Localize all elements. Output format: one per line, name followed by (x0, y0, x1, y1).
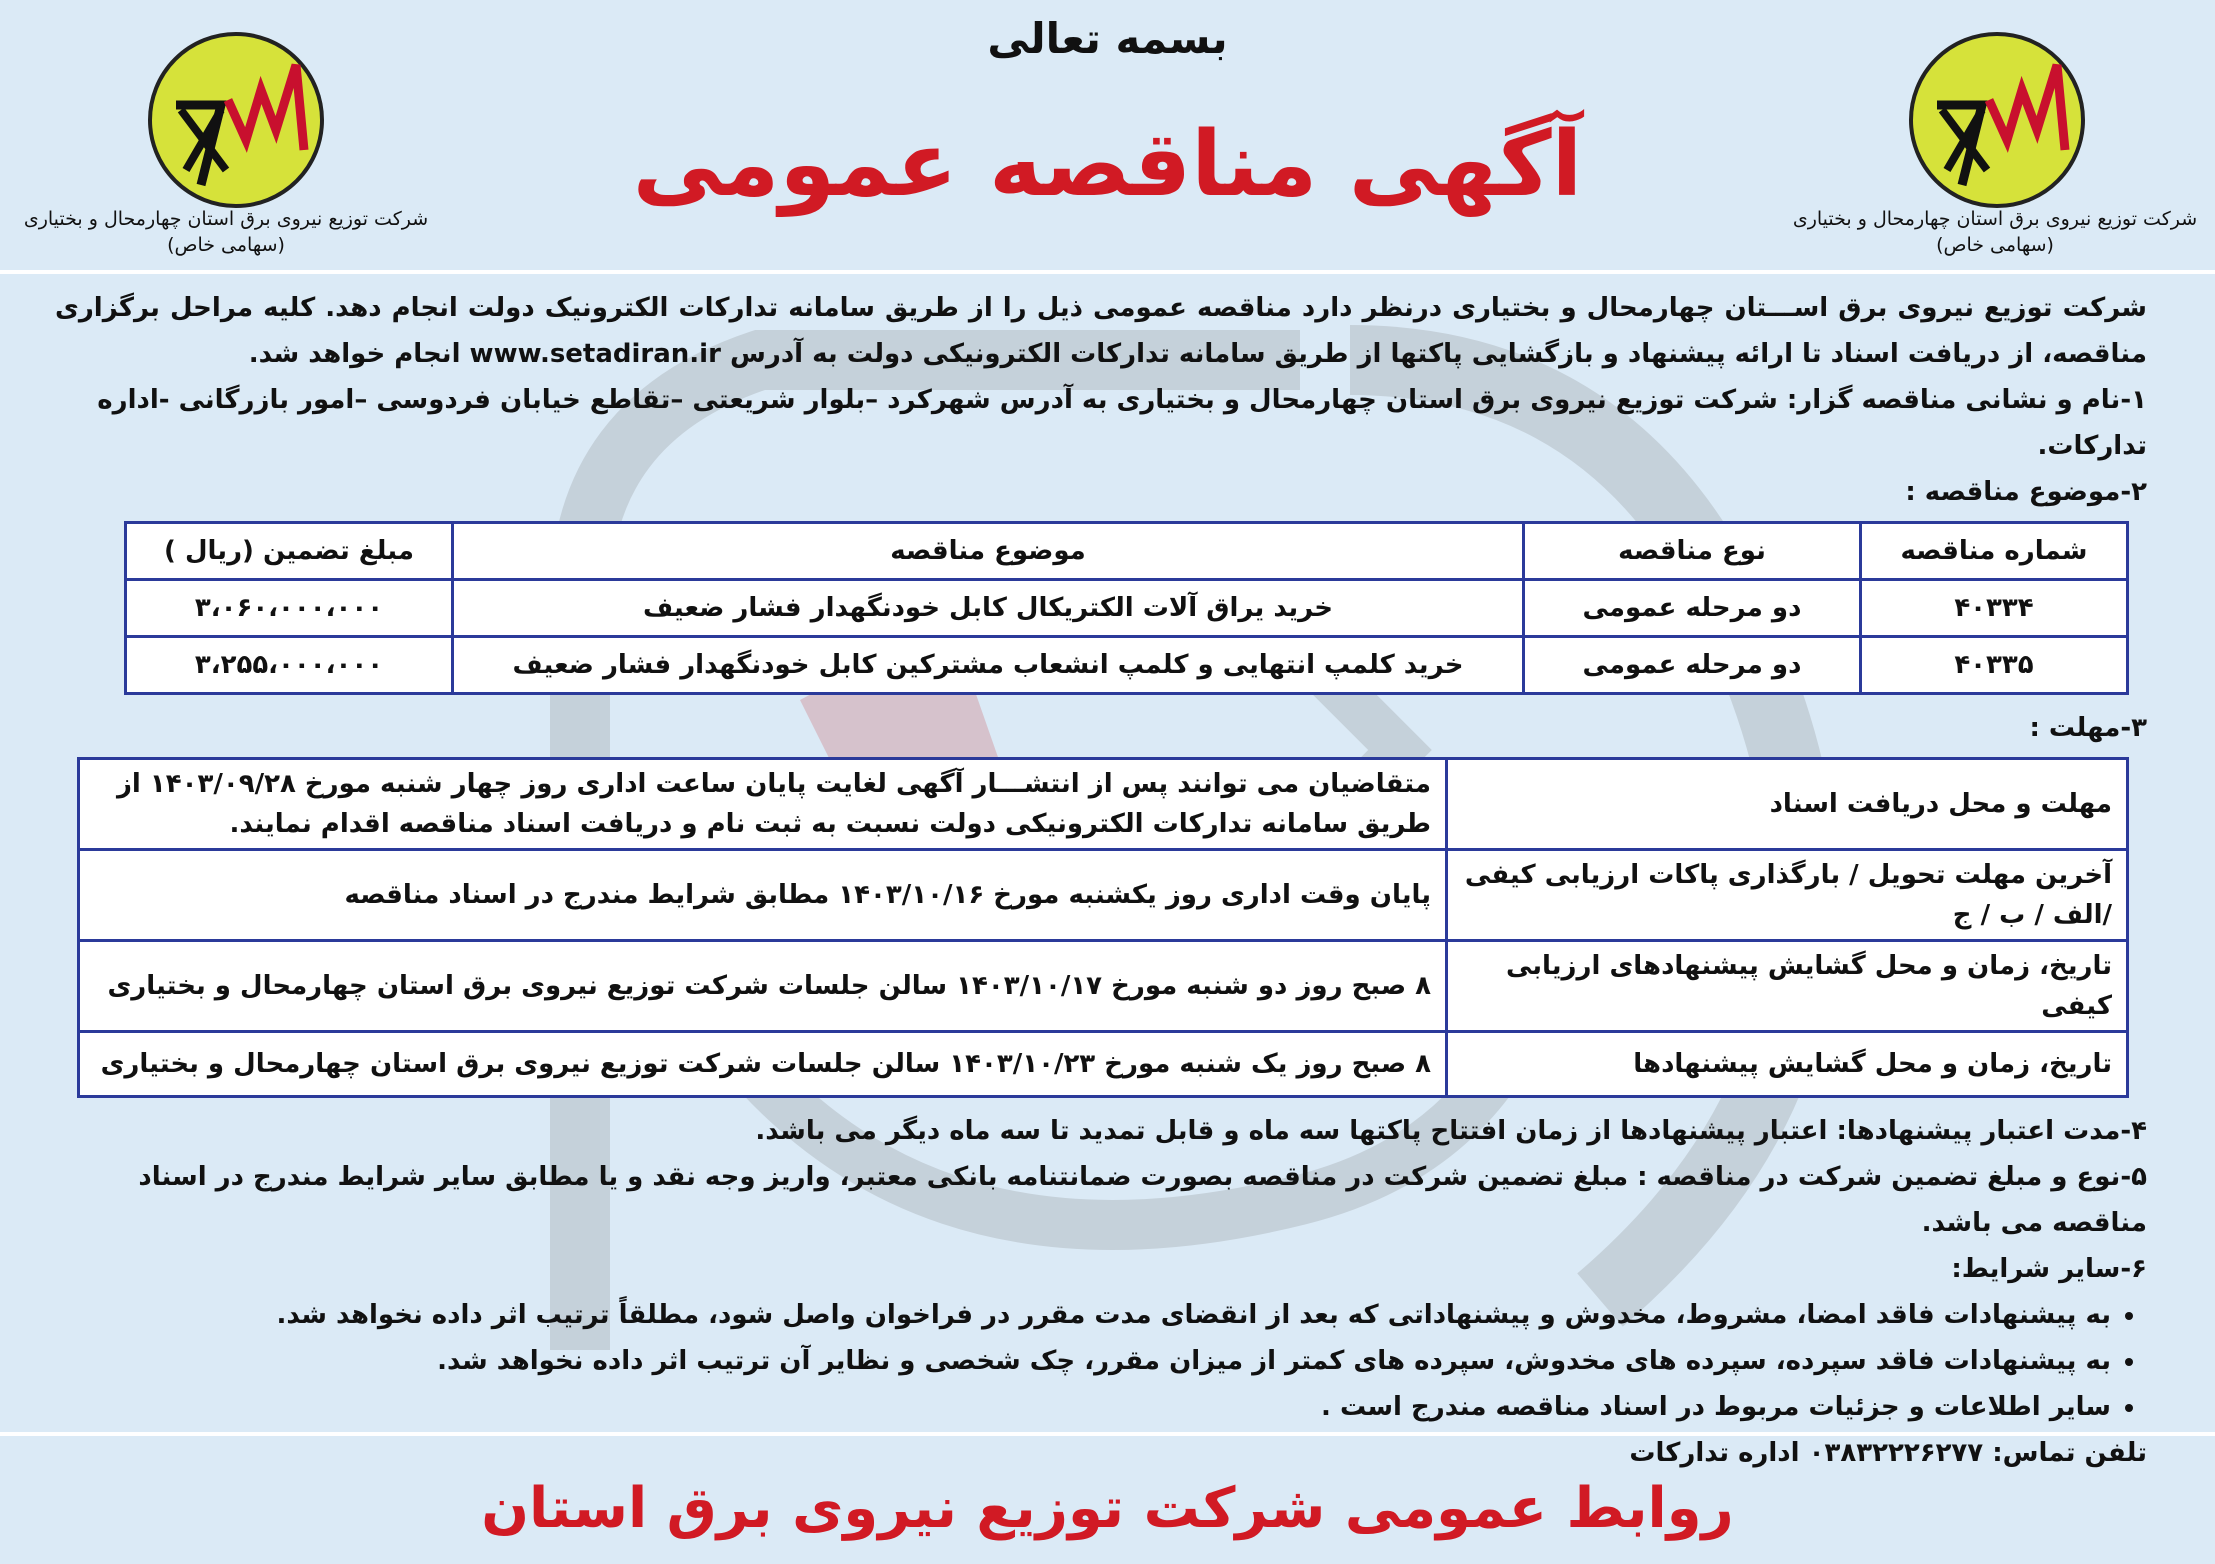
list-item: • سایر اطلاعات و جزئیات مربوط در اسناد مناقصه مندرج است . (55, 1384, 2111, 1430)
deadline-value: متقاضیان می توانند پس از انتشـــار آگهی لغایت پایان ساعت اداری روز چهار شنبه مورخ ۱۴۰۳/۰۹/۲۸ از طریق سامانه تدارکات الکترونیکی دولت نسبت به ثبت نام و دریافت اسناد مناقصه اقدام نمایند. (79, 759, 1447, 850)
list-item: • به پیشنهادات فاقد امضا، مشروط، مخدوش و پیشنهاداتی که بعد از انقضای مدت مقرر در فراخوان واصل شود، مطلقاً ترتیب اثر داده نخواهد شد. (55, 1292, 2111, 1338)
intro-text: شرکت توزیع نیروی برق اســـتان چهارمحال و بختیاری درنظر دارد مناقصه عمومی ذیل را از طریق سامانه تدارکات الکترونیک دولت انجام دهد. کلیه مراحل برگزاری مناقصه، از دریافت اسناد تا ارائه پیشنهاد و بازگشایی پاکتها از طریق سامانه تدارکات الکترونیکی دولت به آدرس (55, 293, 2147, 369)
deadline-table (77, 757, 2129, 1098)
table-row (126, 580, 2128, 637)
section-3-title: ۳-مهلت : (2029, 713, 2147, 743)
bismillah: بسمه تعالی (987, 14, 1228, 63)
top-divider (0, 270, 2215, 274)
subject-table (124, 521, 2129, 695)
col-tender-number: شماره مناقصه (1861, 523, 2128, 580)
intro-paragraph (55, 285, 2155, 377)
cell-tender-subject: خرید یراق آلات الکتریکال کابل خودنگهدار فشار ضعیف (453, 580, 1524, 637)
cell-tender-type: دو مرحله عمومی (1524, 580, 1861, 637)
section-1-tenderer: ۱-نام و نشانی مناقصه گزار: شرکت توزیع نیروی برق استان چهارمحال و بختیاری به آدرس شهرکرد –بلوار شریعتی –تقاطع خیابان فردوسی –امور بازرگانی -اداره تدارکات. (97, 385, 2147, 461)
company-type: (سهامی خاص) (167, 234, 285, 256)
list-item: • به پیشنهادات فاقد سپرده، سپرده های مخدوش، سپرده های کمتر از میزان مقرر، چک شخصی و نظایر آن ترتیب اثر داده نخواهد شد. (55, 1338, 2111, 1384)
col-guarantee-amount: مبلغ تضمین (ریال ) (126, 523, 453, 580)
cell-guarantee-amount: ۳،۲۵۵،۰۰۰،۰۰۰ (126, 637, 453, 694)
deadline-value: پایان وقت اداری روز یکشنبه مورخ ۱۴۰۳/۱۰/۱۶ مطابق شرایط مندرج در اسناد مناقصه (79, 850, 1447, 941)
deadline-label: آخرین مهلت تحویل / بارگذاری پاکات ارزیابی کیفی /الف / ب / ج (1447, 850, 2128, 941)
cell-tender-number: ۴۰۳۳۵ (1861, 637, 2128, 694)
footer-public-relations: روابط عمومی شرکت توزیع نیروی برق استان (481, 1476, 1734, 1541)
section-6-title: ۶-سایر شرایط: (1951, 1254, 2147, 1284)
deadline-label: تاریخ، زمان و محل گشایش پیشنهادها (1447, 1032, 2128, 1097)
notice-body (55, 285, 2155, 1476)
deadline-value: ۸ صبح روز دو شنبه مورخ ۱۴۰۳/۱۰/۱۷ سالن جلسات شرکت توزیع نیروی برق استان چهارمحال و بختیاری (79, 941, 1447, 1032)
section-2-title: ۲-موضوع مناقصه : (1905, 477, 2147, 507)
company-name: شرکت توزیع نیروی برق استان چهارمحال و بختیاری (1792, 208, 2198, 230)
section-5-guarantee: ۵-نوع و مبلغ تضمین شرکت در مناقصه : مبلغ تضمین شرکت در مناقصه بصورت ضمانتنامه بانکی معتبر، واریز وجه نقد و یا مطابق سایر شرایط مندرج در اسناد مناقصه می باشد. (138, 1162, 2147, 1238)
cell-tender-type: دو مرحله عمومی (1524, 637, 1861, 694)
table-row (79, 850, 2128, 941)
table-row (79, 1032, 2128, 1097)
contact-phone: تلفن تماس: ۰۳۸۳۲۲۲۶۲۷۷ اداره تدارکات (1629, 1438, 2147, 1468)
intro-text-end: انجام خواهد شد. (248, 339, 461, 369)
table-row (79, 759, 2128, 850)
table-header-row (126, 523, 2128, 580)
col-tender-type: نوع مناقصه (1524, 523, 1861, 580)
section-4-validity: ۴-مدت اعتبار پیشنهادها: اعتبار پیشنهادها از زمان افتتاح پاکتها سه ماه و قابل تمدید تا سه ماه دیگر می باشد. (755, 1116, 2147, 1146)
cell-guarantee-amount: ۳،۰۶۰،۰۰۰،۰۰۰ (126, 580, 453, 637)
cell-tender-subject: خرید کلمپ انتهایی و کلمپ انشعاب مشترکین کابل خودنگهدار فشار ضعیف (453, 637, 1524, 694)
company-name: شرکت توزیع نیروی برق استان چهارمحال و بختیاری (23, 208, 429, 230)
header (0, 0, 2215, 268)
setad-url-link[interactable]: www.setadiran.ir (469, 339, 721, 369)
company-type: (سهامی خاص) (1936, 234, 2054, 256)
table-row (79, 941, 2128, 1032)
conditions-list (55, 1292, 2155, 1430)
deadline-label: تاریخ، زمان و محل گشایش پیشنهادهای ارزیابی کیفی (1447, 941, 2128, 1032)
table-row (126, 637, 2128, 694)
deadline-label: مهلت و محل دریافت اسناد (1447, 759, 2128, 850)
page-title: آگهی مناقصه عمومی (632, 112, 1583, 217)
cell-tender-number: ۴۰۳۳۴ (1861, 580, 2128, 637)
deadline-value: ۸ صبح روز یک شنبه مورخ ۱۴۰۳/۱۰/۲۳ سالن جلسات شرکت توزیع نیروی برق استان چهارمحال و بختیاری (79, 1032, 1447, 1097)
col-tender-subject: موضوع مناقصه (453, 523, 1524, 580)
